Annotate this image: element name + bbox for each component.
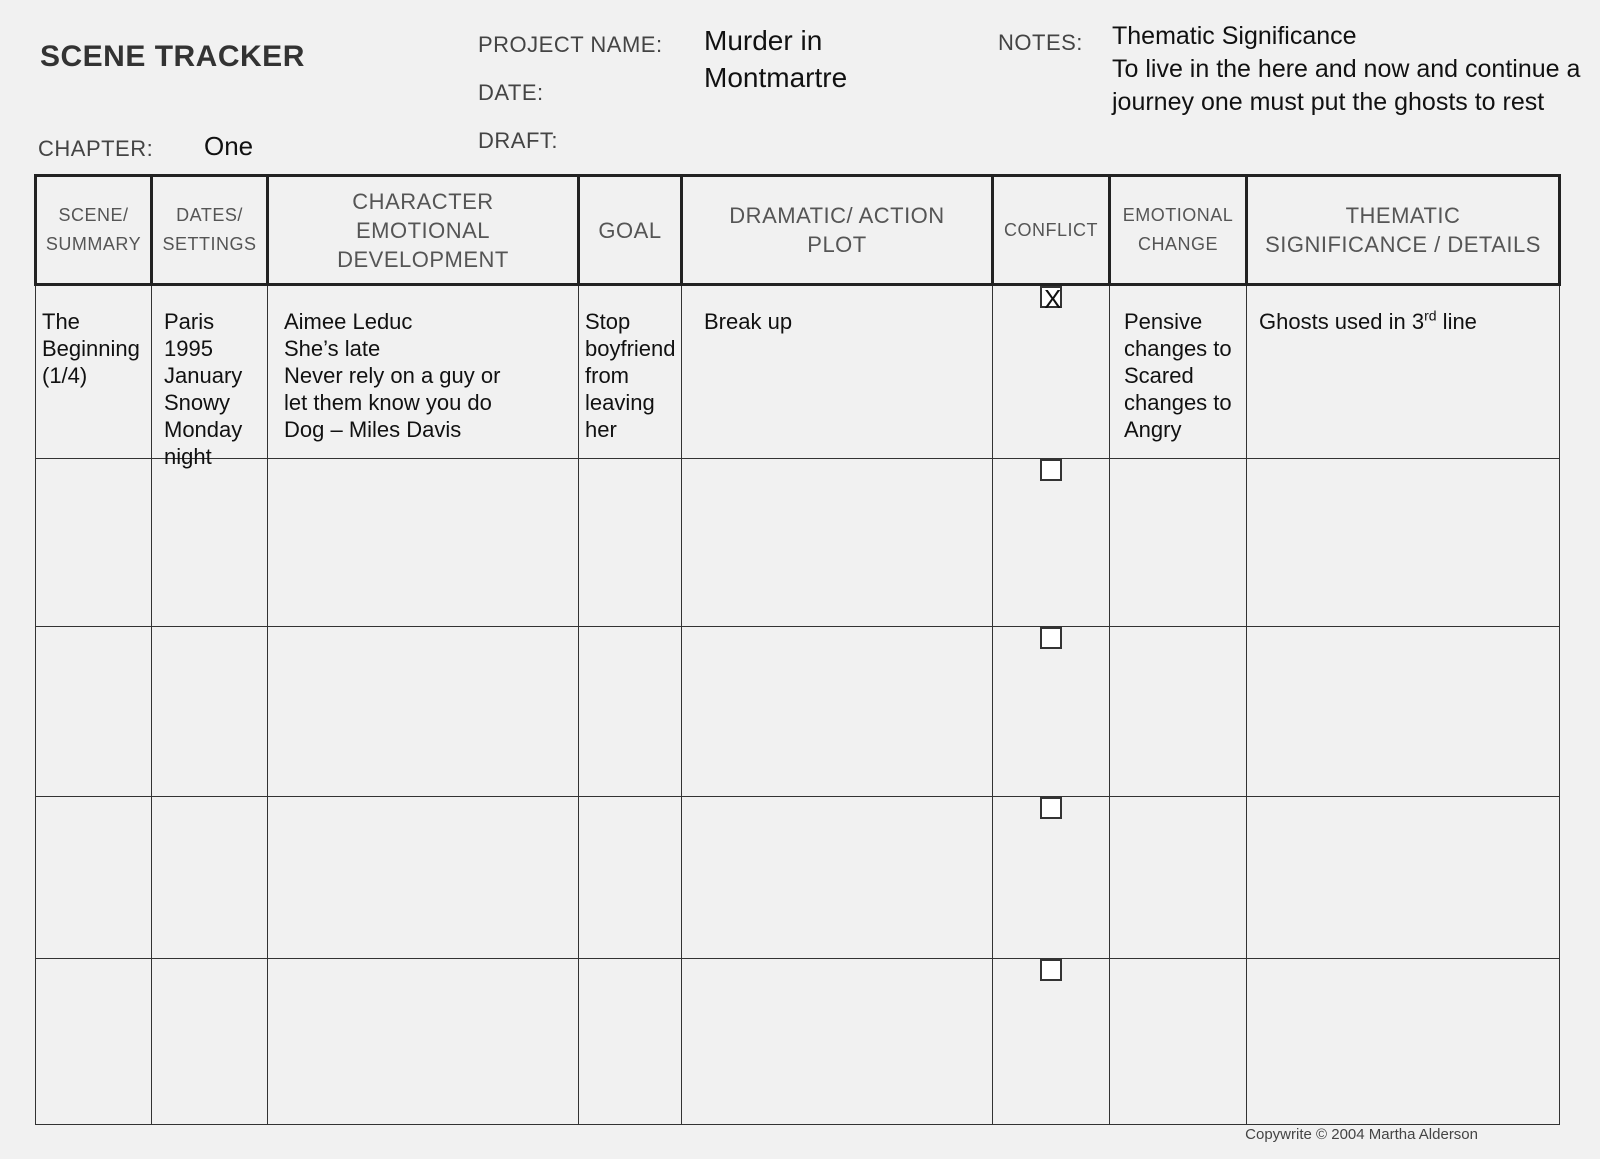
notes-field[interactable] bbox=[1112, 20, 1582, 119]
project-name-label: PROJECT NAME: bbox=[478, 32, 663, 57]
thematic-text-prefix: Ghosts used in 3 bbox=[1259, 309, 1425, 334]
goal-cell[interactable] bbox=[579, 797, 682, 959]
plot-cell[interactable] bbox=[682, 285, 993, 459]
character-cell[interactable] bbox=[268, 285, 579, 459]
dates-cell[interactable] bbox=[152, 959, 268, 1125]
character-cell[interactable] bbox=[268, 627, 579, 797]
thematic-text bbox=[1247, 459, 1559, 481]
character-cell[interactable] bbox=[268, 459, 579, 627]
goal-cell[interactable] bbox=[579, 459, 682, 627]
goal-cell[interactable] bbox=[579, 959, 682, 1125]
table-header-row bbox=[36, 176, 1560, 285]
dates-cell[interactable] bbox=[152, 797, 268, 959]
emotional-text: Pensive changes to Scared changes to Angry bbox=[1124, 309, 1232, 442]
scene-cell[interactable] bbox=[36, 797, 152, 959]
col-header-goal: GOAL bbox=[579, 176, 682, 285]
draft-label: DRAFT: bbox=[478, 128, 558, 153]
plot-cell[interactable] bbox=[682, 797, 993, 959]
goal-cell[interactable] bbox=[579, 285, 682, 459]
conflict-cell bbox=[993, 797, 1110, 959]
thematic-cell[interactable] bbox=[1247, 285, 1560, 459]
thematic-cell[interactable] bbox=[1247, 797, 1560, 959]
dates-cell[interactable] bbox=[152, 459, 268, 627]
thematic-text bbox=[1247, 627, 1559, 649]
chapter-value[interactable]: One bbox=[204, 131, 254, 161]
character-text bbox=[268, 797, 578, 819]
thematic-text-sup: rd bbox=[1424, 307, 1437, 324]
scene-text bbox=[36, 797, 151, 819]
emotional-cell[interactable] bbox=[1110, 285, 1247, 459]
plot-text bbox=[682, 797, 992, 819]
notes-title: Thematic Significance bbox=[1112, 22, 1357, 50]
conflict-cell bbox=[993, 627, 1110, 797]
goal-cell[interactable] bbox=[579, 627, 682, 797]
dates-text bbox=[152, 959, 267, 981]
emotional-text bbox=[1110, 797, 1246, 819]
dates-cell[interactable] bbox=[152, 627, 268, 797]
character-text: Aimee Leduc She’s late Never rely on a guy or let them know you do Dog – Miles Davis bbox=[284, 309, 501, 442]
col-header-dates: DATES/ SETTINGS bbox=[152, 176, 268, 285]
table-row bbox=[36, 959, 1560, 1125]
dates-text bbox=[152, 797, 267, 819]
table-row bbox=[36, 285, 1560, 459]
scene-cell[interactable] bbox=[36, 627, 152, 797]
thematic-text bbox=[1247, 797, 1559, 819]
plot-text bbox=[682, 627, 992, 649]
character-text bbox=[268, 459, 578, 481]
conflict-cell bbox=[993, 959, 1110, 1125]
thematic-cell[interactable] bbox=[1247, 459, 1560, 627]
page-title: SCENE TRACKER bbox=[40, 40, 305, 73]
conflict-checkbox[interactable] bbox=[1040, 959, 1062, 981]
scene-text: The Beginning (1/4) bbox=[42, 309, 140, 388]
chapter-label: CHAPTER: bbox=[38, 136, 154, 161]
col-header-emotional: EMOTIONAL CHANGE bbox=[1110, 176, 1247, 285]
goal-text: Stop boyfriend from leaving her bbox=[585, 309, 676, 442]
emotional-text bbox=[1110, 459, 1246, 481]
goal-text bbox=[579, 459, 681, 481]
goal-text bbox=[579, 797, 681, 819]
emotional-cell[interactable] bbox=[1110, 627, 1247, 797]
thematic-cell[interactable] bbox=[1247, 959, 1560, 1125]
plot-text bbox=[682, 959, 992, 981]
conflict-checkbox[interactable] bbox=[1040, 627, 1062, 649]
thematic-text bbox=[1247, 286, 1559, 335]
plot-text: Break up bbox=[704, 309, 793, 334]
scene-cell[interactable] bbox=[36, 285, 152, 459]
conflict-cell bbox=[993, 459, 1110, 627]
col-header-conflict: CONFLICT bbox=[993, 176, 1110, 285]
character-cell[interactable] bbox=[268, 959, 579, 1125]
date-label: DATE: bbox=[478, 80, 544, 105]
plot-cell[interactable] bbox=[682, 627, 993, 797]
dates-cell[interactable] bbox=[152, 285, 268, 469]
conflict-check-mark: X bbox=[1044, 284, 1062, 314]
scene-cell[interactable] bbox=[36, 459, 152, 627]
scene-text bbox=[36, 959, 151, 981]
plot-text bbox=[682, 459, 992, 481]
character-text bbox=[268, 959, 578, 981]
thematic-text-suffix: line bbox=[1436, 309, 1477, 334]
conflict-checkbox[interactable] bbox=[1040, 797, 1062, 819]
copyright-footer: Copywrite © 2004 Martha Alderson bbox=[1245, 1126, 1478, 1143]
col-header-scene: SCENE/ SUMMARY bbox=[36, 176, 152, 285]
col-header-character: CHARACTER EMOTIONAL DEVELOPMENT bbox=[268, 176, 579, 285]
dates-text: Paris 1995 January Snowy Monday night bbox=[164, 309, 243, 469]
goal-text bbox=[579, 627, 681, 649]
conflict-checkbox[interactable] bbox=[1040, 459, 1062, 481]
table-row bbox=[36, 797, 1560, 959]
notes-text: To live in the here and now and continue a journey one must put the ghosts to rest bbox=[1112, 55, 1581, 116]
character-text bbox=[268, 627, 578, 649]
table-row bbox=[36, 627, 1560, 797]
emotional-text bbox=[1110, 627, 1246, 649]
conflict-cell bbox=[993, 285, 1110, 459]
notes-label: NOTES: bbox=[998, 30, 1083, 55]
plot-cell[interactable] bbox=[682, 959, 993, 1125]
emotional-cell[interactable] bbox=[1110, 797, 1247, 959]
scene-text bbox=[36, 459, 151, 481]
plot-cell[interactable] bbox=[682, 459, 993, 627]
emotional-cell[interactable] bbox=[1110, 459, 1247, 627]
goal-text bbox=[579, 959, 681, 981]
scene-text bbox=[36, 627, 151, 649]
scene-tracker-table bbox=[34, 174, 1561, 1125]
col-header-plot: DRAMATIC/ ACTION PLOT bbox=[682, 176, 993, 285]
col-header-thematic: THEMATIC SIGNIFICANCE / DETAILS bbox=[1247, 176, 1560, 285]
character-cell[interactable] bbox=[268, 797, 579, 959]
emotional-text bbox=[1110, 959, 1246, 981]
project-name-value[interactable]: Murder in Montmartre bbox=[704, 25, 848, 93]
thematic-text bbox=[1247, 959, 1559, 981]
thematic-cell[interactable] bbox=[1247, 627, 1560, 797]
dates-text bbox=[152, 627, 267, 649]
table-row bbox=[36, 459, 1560, 627]
conflict-checkbox[interactable] bbox=[1040, 284, 1062, 314]
scene-cell[interactable] bbox=[36, 959, 152, 1125]
emotional-cell[interactable] bbox=[1110, 959, 1247, 1125]
